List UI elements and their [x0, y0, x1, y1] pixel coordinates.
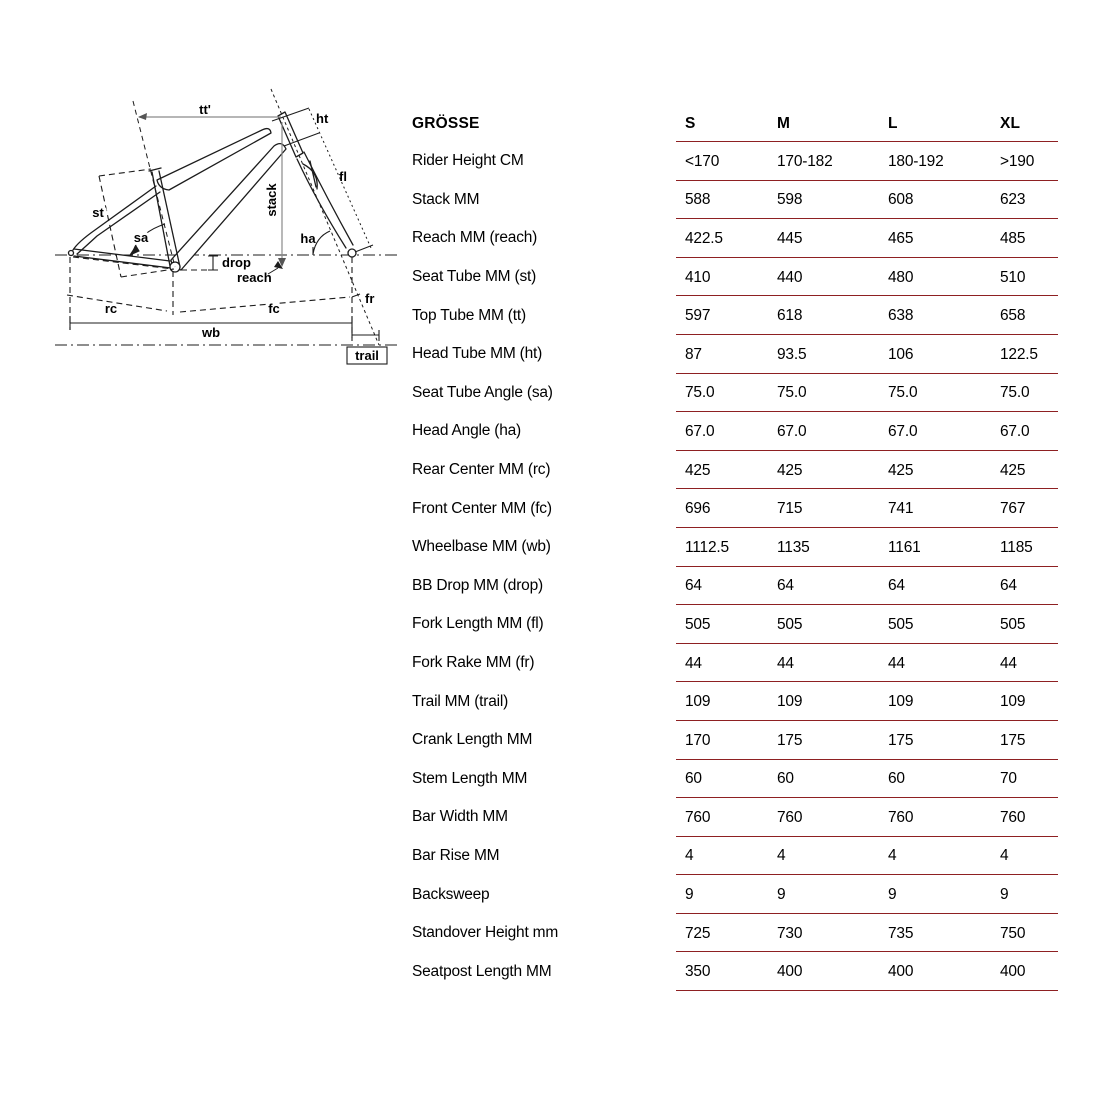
cell: 4	[1000, 847, 1009, 865]
diagram-label-fl: fl	[339, 169, 347, 184]
head-tube-perp-top	[272, 108, 309, 121]
cell: 400	[888, 963, 914, 981]
row-values	[676, 760, 1058, 799]
table-row	[412, 219, 1058, 258]
cell: 67.0	[1000, 422, 1030, 440]
row-values	[676, 914, 1058, 953]
table-row	[412, 952, 1058, 991]
row-values	[676, 528, 1058, 567]
row-label: Top Tube MM (tt)	[412, 306, 526, 324]
cell: 735	[888, 924, 914, 942]
sa-arrowhead	[130, 246, 139, 255]
row-values	[676, 181, 1058, 220]
table-row	[412, 682, 1058, 721]
diagram-label-sa: sa	[133, 230, 149, 245]
cell: 440	[777, 268, 803, 286]
cell: 60	[777, 770, 794, 788]
head-tube-perp-bottom	[284, 133, 319, 146]
row-values	[676, 335, 1058, 374]
table-row	[412, 258, 1058, 297]
cell: 9	[777, 886, 786, 904]
table-row	[412, 296, 1058, 335]
table-title: GRÖSSE	[412, 114, 480, 132]
cell: >190	[1000, 152, 1035, 170]
row-label: Front Center MM (fc)	[412, 499, 552, 517]
row-label: Seat Tube MM (st)	[412, 268, 537, 286]
table-row	[412, 760, 1058, 799]
row-values	[676, 258, 1058, 297]
table-row	[412, 528, 1058, 567]
cell: 425	[685, 461, 711, 479]
cell: 109	[1000, 693, 1026, 711]
column-header-m: M	[777, 115, 791, 132]
cell: 9	[888, 886, 897, 904]
cell: 696	[685, 500, 711, 518]
cell: 725	[685, 924, 711, 942]
row-values	[676, 721, 1058, 760]
row-label: Head Angle (ha)	[412, 422, 522, 440]
cell: 760	[888, 808, 914, 826]
row-values	[676, 644, 1058, 683]
row-values	[676, 412, 1058, 451]
cell: 60	[888, 770, 905, 788]
table-row	[412, 489, 1058, 528]
cell: 505	[685, 615, 711, 633]
table-row	[412, 798, 1058, 837]
cell: 597	[685, 307, 711, 325]
row-values	[676, 296, 1058, 335]
cell: 175	[1000, 731, 1026, 749]
cell: 9	[1000, 886, 1009, 904]
trail-measure	[352, 330, 379, 341]
cell: 410	[685, 268, 711, 286]
diagram-label-stack: stack	[264, 183, 279, 217]
cell: 64	[888, 577, 905, 595]
cell: 93.5	[777, 345, 807, 363]
table-row	[412, 181, 1058, 220]
front-axle	[348, 249, 356, 257]
row-label: Crank Length MM	[412, 731, 533, 749]
cell: 175	[888, 731, 914, 749]
row-label: Fork Rake MM (fr)	[412, 654, 535, 672]
cell: 750	[1000, 924, 1026, 942]
cell: 64	[1000, 577, 1017, 595]
table-row	[412, 644, 1058, 683]
row-label: Seat Tube Angle (sa)	[412, 383, 553, 401]
cell: 350	[685, 963, 711, 981]
cell: 67.0	[777, 422, 807, 440]
row-label: Wheelbase MM (wb)	[412, 538, 551, 556]
column-header-s: S	[685, 115, 696, 132]
cell: 1112.5	[685, 538, 729, 556]
cell: 9	[685, 886, 694, 904]
cell: <170	[685, 152, 720, 170]
diagram-label-ha: ha	[300, 231, 316, 246]
cell: 60	[685, 770, 702, 788]
table-row	[412, 412, 1058, 451]
row-values	[676, 875, 1058, 914]
cell: 510	[1000, 268, 1026, 286]
cell: 1185	[1000, 538, 1033, 556]
table-row	[412, 335, 1058, 374]
row-values	[676, 374, 1058, 413]
cell: 760	[685, 808, 711, 826]
cell: 760	[1000, 808, 1026, 826]
diagram-label-ht: ht	[316, 111, 329, 126]
cell: 767	[1000, 500, 1026, 518]
table-row	[412, 721, 1058, 760]
fork-length-end-tick	[355, 245, 373, 252]
cell: 618	[777, 307, 803, 325]
row-label: Standover Height mm	[412, 924, 559, 942]
rear-axle	[69, 251, 74, 256]
column-header-l: L	[888, 115, 898, 132]
cell: 715	[777, 500, 803, 518]
cell: 505	[888, 615, 914, 633]
table-row	[412, 374, 1058, 413]
dimension-details	[70, 224, 387, 364]
cell: 598	[777, 191, 803, 209]
cell: 425	[1000, 461, 1026, 479]
header-values	[676, 105, 1058, 142]
diagram-label-fr: fr	[365, 291, 375, 306]
table-row	[412, 451, 1058, 490]
cell: 425	[888, 461, 914, 479]
cell: 67.0	[685, 422, 715, 440]
cell: 741	[888, 500, 914, 518]
cell: 588	[685, 191, 711, 209]
cell: 485	[1000, 229, 1026, 247]
cell: 425	[777, 461, 803, 479]
diagram-label-drop: drop	[222, 255, 251, 270]
cell: 122.5	[1000, 345, 1038, 363]
cell: 87	[685, 345, 702, 363]
row-values	[676, 798, 1058, 837]
row-values	[676, 219, 1058, 258]
bike-geometry-diagram	[0, 0, 430, 390]
cell: 170-182	[777, 152, 833, 170]
table-row	[412, 837, 1058, 876]
cell: 67.0	[888, 422, 918, 440]
cell: 170	[685, 731, 711, 749]
row-label: Backsweep	[412, 885, 490, 903]
table-header-row	[412, 105, 1058, 142]
diagram-label-fc: fc	[268, 301, 280, 316]
geometry-table	[412, 105, 1058, 991]
table-row	[412, 605, 1058, 644]
cell: 109	[888, 693, 914, 711]
steering-axis	[271, 89, 379, 345]
cell: 4	[888, 847, 897, 865]
cell: 445	[777, 229, 803, 247]
cell: 658	[1000, 307, 1026, 325]
row-values	[676, 142, 1058, 181]
row-label: Rear Center MM (rc)	[412, 461, 551, 479]
cell: 505	[1000, 615, 1026, 633]
cell: 465	[888, 229, 914, 247]
table-row	[412, 914, 1058, 953]
cell: 505	[777, 615, 803, 633]
cell: 1161	[888, 538, 921, 556]
cell: 760	[777, 808, 803, 826]
row-label: Bar Rise MM	[412, 846, 500, 864]
fr-tick	[352, 294, 360, 297]
row-label: Stack MM	[412, 190, 480, 208]
cell: 175	[777, 731, 803, 749]
diagram-label-reach: reach	[237, 270, 272, 285]
column-header-xl: XL	[1000, 115, 1021, 132]
st-top-connector	[99, 169, 151, 176]
cell: 623	[1000, 191, 1026, 209]
row-values	[676, 451, 1058, 490]
row-values	[676, 682, 1058, 721]
st-bottom-connector	[121, 269, 174, 277]
row-label: Head Tube MM (ht)	[412, 345, 543, 363]
table-row	[412, 142, 1058, 181]
cell: 44	[685, 654, 702, 672]
row-values	[676, 605, 1058, 644]
cell: 44	[777, 654, 794, 672]
cell: 64	[777, 577, 794, 595]
cell: 75.0	[888, 384, 918, 402]
cell: 608	[888, 191, 914, 209]
fc-dim-line	[180, 297, 350, 312]
cell: 64	[685, 577, 702, 595]
table-row	[412, 567, 1058, 606]
cell: 638	[888, 307, 914, 325]
cell: 4	[777, 847, 786, 865]
drop-tick	[208, 256, 218, 270]
cell: 4	[685, 847, 694, 865]
diagram-label-trail: trail	[355, 348, 379, 363]
cell: 1135	[777, 538, 810, 556]
diagram-label-tt: tt'	[199, 102, 211, 117]
cell: 400	[777, 963, 803, 981]
cell: 730	[777, 924, 803, 942]
cell: 75.0	[685, 384, 715, 402]
cell: 75.0	[777, 384, 807, 402]
cell: 106	[888, 345, 914, 363]
diagram-label-st: st	[92, 205, 104, 220]
cell: 422.5	[685, 229, 723, 247]
table-rows	[412, 142, 1058, 991]
row-values	[676, 567, 1058, 606]
cell: 180-192	[888, 152, 944, 170]
cell: 75.0	[1000, 384, 1030, 402]
row-label: Stem Length MM	[412, 769, 528, 787]
row-label: Reach MM (reach)	[412, 229, 538, 247]
diagram-label-wb: wb	[201, 325, 221, 340]
row-label: Bar Width MM	[412, 808, 508, 826]
row-label: Seatpost Length MM	[412, 962, 552, 980]
cell: 109	[777, 693, 803, 711]
row-values	[676, 952, 1058, 991]
row-label: Trail MM (trail)	[412, 692, 509, 710]
axle-bb-line	[73, 257, 173, 269]
cell: 400	[1000, 963, 1026, 981]
row-label: BB Drop MM (drop)	[412, 576, 543, 594]
diagram-label-rc: rc	[104, 301, 118, 316]
cell: 480	[888, 268, 914, 286]
cell: 44	[888, 654, 905, 672]
cell: 70	[1000, 770, 1017, 788]
row-values	[676, 837, 1058, 876]
tt-arrowhead	[138, 113, 147, 120]
row-label: Fork Length MM (fl)	[412, 615, 544, 633]
row-label: Rider Height CM	[412, 152, 524, 170]
cell: 109	[685, 693, 711, 711]
row-values	[676, 489, 1058, 528]
cell: 44	[1000, 654, 1017, 672]
table-row	[412, 875, 1058, 914]
construction-lines	[133, 89, 379, 345]
